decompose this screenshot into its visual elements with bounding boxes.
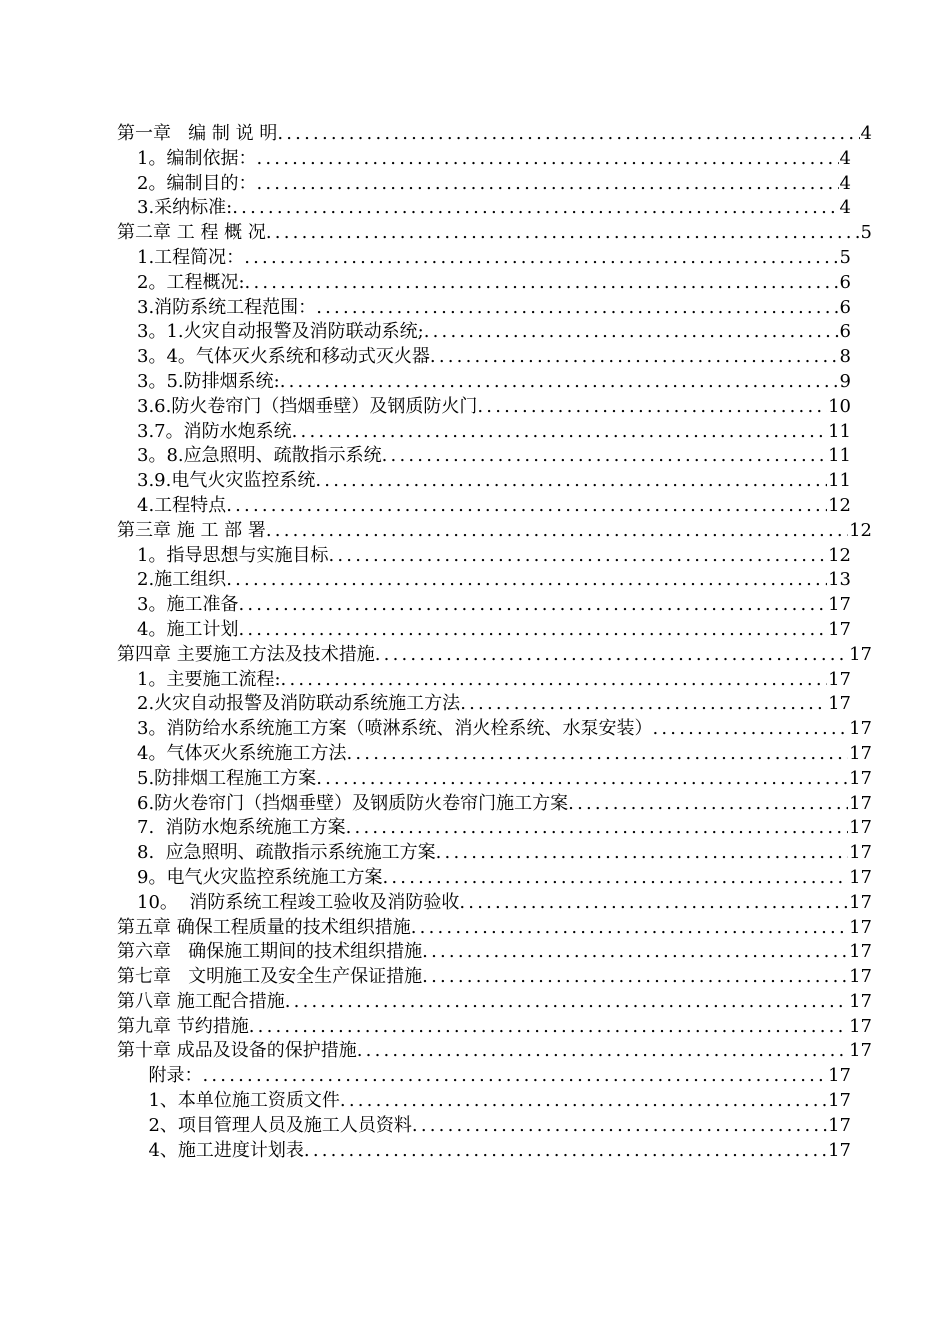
- toc-dot-leader: [281, 668, 828, 693]
- toc-row: [0, 916, 950, 941]
- toc-entry-title: 3。5.防排烟系统:: [137, 370, 280, 392]
- toc-dot-leader: [244, 246, 838, 271]
- toc-entry-title: 3。施工准备: [137, 594, 239, 616]
- toc-page-number: 17: [849, 941, 872, 963]
- toc-page-number: 17: [828, 693, 851, 715]
- toc-section-entry[interactable]: [137, 1139, 851, 1164]
- toc-dot-leader: [340, 1089, 827, 1114]
- toc-dot-leader: [316, 296, 838, 321]
- toc-section-entry[interactable]: [137, 544, 851, 569]
- toc-page-number: 11: [828, 445, 851, 467]
- toc-section-entry[interactable]: [137, 1064, 851, 1089]
- toc-dot-leader: [477, 395, 827, 420]
- toc-section-entry[interactable]: [137, 618, 851, 643]
- toc-row: [0, 1064, 950, 1089]
- toc-dot-leader: [382, 866, 848, 891]
- toc-row: [0, 1114, 950, 1139]
- toc-row: [0, 320, 950, 345]
- toc-page-number: 17: [828, 1114, 851, 1136]
- toc-entry-title: 4、施工进度计划表: [137, 1139, 304, 1161]
- toc-row: [0, 816, 950, 841]
- toc-dot-leader: [652, 717, 848, 742]
- toc-section-entry[interactable]: [137, 246, 851, 271]
- toc-dot-leader: [238, 618, 827, 643]
- toc-entry-title: 4。施工计划: [137, 618, 239, 640]
- toc-entry-title: 6.防火卷帘门（挡烟垂壁）及钢质防火卷帘门施工方案: [137, 792, 569, 814]
- toc-section-entry[interactable]: [137, 196, 851, 221]
- toc-page-number: 17: [849, 916, 872, 938]
- toc-section-entry[interactable]: [137, 345, 851, 370]
- toc-row: [0, 172, 950, 197]
- toc-section-entry[interactable]: [137, 469, 851, 494]
- toc-row: [0, 792, 950, 817]
- toc-row: [0, 891, 950, 916]
- toc-chapter-entry[interactable]: [117, 990, 872, 1015]
- toc-section-entry[interactable]: [137, 891, 872, 916]
- toc-dot-leader: [422, 940, 848, 965]
- toc-page-number: 13: [828, 569, 851, 591]
- toc-dot-leader: [430, 345, 839, 370]
- toc-page-number: 11: [828, 470, 851, 492]
- toc-page-number: 12: [828, 494, 851, 516]
- toc-section-entry[interactable]: [137, 172, 851, 197]
- toc-dot-leader: [346, 742, 848, 767]
- toc-page-number: 4: [860, 123, 872, 144]
- toc-entry-title: 1。指导思想与实施目标: [137, 544, 329, 566]
- toc-section-entry[interactable]: [137, 742, 872, 767]
- toc-dot-leader: [568, 792, 848, 817]
- toc-chapter-entry[interactable]: [117, 916, 872, 941]
- toc-page-number: 17: [828, 1090, 851, 1112]
- toc-row: [0, 866, 950, 891]
- toc-entry-title: 3.6.防火卷帘门（挡烟垂壁）及钢质防火门: [137, 395, 478, 417]
- toc-section-entry[interactable]: [137, 296, 851, 321]
- toc-dot-leader: [436, 841, 848, 866]
- toc-page-number: 17: [849, 866, 872, 888]
- toc-dot-leader: [315, 469, 827, 494]
- toc-entry-title: 5.防排烟工程施工方案: [137, 767, 317, 789]
- toc-page-number: 17: [849, 966, 872, 988]
- toc-row: [0, 271, 950, 296]
- toc-entry-title: 附录：: [137, 1065, 203, 1087]
- toc-section-entry[interactable]: [137, 593, 851, 618]
- toc-entry-title: 7. 消防水炮系统施工方案: [137, 817, 346, 839]
- toc-page-number: 17: [849, 990, 872, 1012]
- toc-page-number: 9: [839, 370, 851, 392]
- toc-entry-title: 10。 消防系统工程竣工验收及消防验收: [137, 891, 460, 913]
- toc-entry-title: 3.7。消防水炮系统: [137, 420, 292, 442]
- toc-entry-title: 8. 应急照明、疏散指示系统施工方案: [137, 842, 436, 864]
- toc-entry-title: 1、本单位施工资质文件: [137, 1090, 340, 1112]
- toc-dot-leader: [226, 568, 827, 593]
- toc-section-entry[interactable]: [137, 767, 872, 792]
- toc-page-number: 17: [828, 668, 851, 690]
- toc-entry-title: 9。电气火灾监控系统施工方案: [137, 866, 383, 888]
- toc-row: [0, 519, 950, 544]
- toc-entry-title: 3。1.火灾自动报警及消防联动系统;: [137, 321, 424, 343]
- toc-row: [0, 345, 950, 370]
- toc-entry-title: 3.采纳标准:: [137, 197, 233, 219]
- toc-page-number: 17: [849, 742, 872, 764]
- toc-page-number: 4: [839, 172, 851, 194]
- toc-row: [0, 1089, 950, 1114]
- toc-row: [0, 296, 950, 321]
- toc-page-number: 17: [849, 767, 872, 789]
- toc-row: [0, 196, 950, 221]
- toc-page-number: 17: [849, 817, 872, 839]
- toc-page-number: 17: [849, 718, 872, 740]
- toc-row: [0, 990, 950, 1015]
- toc-entry-title: 第三章 施 工 部 署: [117, 519, 266, 541]
- toc-page-number: 17: [849, 643, 872, 665]
- toc-row: [0, 767, 950, 792]
- toc-entry-title: 1。主要施工流程:: [137, 668, 281, 690]
- toc-entry-title: 第五章 确保工程质量的技术组织措施: [117, 916, 411, 938]
- toc-section-entry[interactable]: [137, 420, 851, 445]
- toc-entry-title: 2。编制目的：: [137, 172, 257, 194]
- toc-entry-title: 第六章 确保施工期间的技术组织措施: [117, 941, 423, 963]
- toc-page-number: 17: [849, 891, 872, 913]
- toc-page-number: 17: [828, 1065, 851, 1087]
- toc-dot-leader: [280, 370, 839, 395]
- toc-row: [0, 692, 950, 717]
- toc-entry-title: 第七章 文明施工及安全生产保证措施: [117, 966, 423, 988]
- toc-entry-title: 第九章 节约措施: [117, 1015, 249, 1037]
- toc-page-number: 17: [849, 1040, 872, 1062]
- toc-page-number: 8: [839, 346, 851, 368]
- toc-page-number: 10: [828, 395, 851, 417]
- toc-row: [0, 841, 950, 866]
- toc-dot-leader: [412, 1114, 827, 1139]
- toc-entry-title: 1.工程简况：: [137, 246, 245, 268]
- toc-row: [0, 420, 950, 445]
- toc-page-number: 12: [849, 519, 872, 541]
- toc-row: [0, 494, 950, 519]
- toc-dot-leader: [424, 320, 839, 345]
- toc-dot-leader: [226, 494, 827, 519]
- toc-row: [0, 147, 950, 172]
- toc-entry-title: 4.工程特点: [137, 494, 227, 516]
- toc-row: [0, 568, 950, 593]
- toc-row: [0, 246, 950, 271]
- toc-section-entry[interactable]: [137, 271, 851, 296]
- toc-page-number: 12: [828, 544, 851, 566]
- toc-chapter-entry[interactable]: [117, 965, 872, 990]
- toc-row: [0, 221, 950, 246]
- toc-chapter-entry[interactable]: [117, 519, 872, 544]
- toc-dot-leader: [357, 1039, 848, 1064]
- toc-dot-leader: [382, 444, 827, 469]
- toc-section-entry[interactable]: [137, 717, 872, 742]
- toc-entry-title: 第四章 主要施工方法及技术措施: [117, 643, 375, 665]
- toc-dot-leader: [256, 147, 838, 172]
- toc-row: [0, 717, 950, 742]
- toc-section-entry[interactable]: [137, 841, 872, 866]
- toc-dot-leader: [459, 891, 848, 916]
- toc-entry-title: 第一章 编 制 说 明: [117, 123, 278, 144]
- toc-entry-title: 3.消防系统工程范围：: [137, 296, 317, 318]
- toc-chapter-entry[interactable]: [117, 1039, 872, 1064]
- toc-dot-leader: [266, 221, 860, 246]
- toc-entry-title: 2.火灾自动报警及消防联动系统施工方法: [137, 693, 461, 715]
- toc-section-entry[interactable]: [137, 866, 872, 891]
- toc-entry-title: 3。8.应急照明、疏散指示系统: [137, 445, 382, 467]
- toc-dot-leader: [232, 196, 838, 221]
- toc-page-number: 17: [828, 1139, 851, 1161]
- toc-row: [0, 395, 950, 420]
- toc-page-number: 11: [828, 420, 851, 442]
- toc-row: [0, 1039, 950, 1064]
- toc-entry-title: 3。4。气体灭火系统和移动式灭火器: [137, 346, 430, 368]
- toc-page-number: 4: [839, 147, 851, 169]
- toc-section-entry[interactable]: [137, 1089, 851, 1114]
- toc-row: [0, 940, 950, 965]
- toc-entry-title: 3.9.电气火灾监控系统: [137, 470, 316, 492]
- toc-dot-leader: [245, 271, 839, 296]
- toc-dot-leader: [346, 816, 848, 841]
- toc-row: [0, 593, 950, 618]
- toc-page-number: 6: [839, 271, 851, 293]
- toc-dot-leader: [316, 767, 848, 792]
- toc-page-number: 17: [828, 594, 851, 616]
- toc-section-entry[interactable]: [137, 816, 872, 841]
- toc-row: [0, 1015, 950, 1040]
- toc-row: [0, 469, 950, 494]
- toc-section-entry[interactable]: [137, 370, 851, 395]
- toc-section-entry[interactable]: [137, 494, 851, 519]
- toc-row: [0, 370, 950, 395]
- toc-dot-leader: [238, 593, 827, 618]
- toc-entry-title: 2。工程概况:: [137, 271, 245, 293]
- toc-dot-leader: [277, 122, 859, 147]
- toc-page-number: 17: [828, 618, 851, 640]
- toc-chapter-entry[interactable]: [117, 643, 872, 668]
- toc-section-entry[interactable]: [137, 147, 851, 172]
- toc-entry-title: 3。消防给水系统施工方案（喷淋系统、消火栓系统、水泵安装）: [137, 718, 653, 740]
- toc-dot-leader: [422, 965, 848, 990]
- toc-chapter-entry[interactable]: [117, 221, 872, 246]
- toc-section-entry[interactable]: [137, 444, 851, 469]
- toc-page-number: 17: [849, 792, 872, 814]
- toc-chapter-entry[interactable]: [117, 122, 872, 147]
- toc-row: [0, 444, 950, 469]
- toc-dot-leader: [328, 544, 827, 569]
- table-of-contents: [0, 122, 950, 1163]
- toc-dot-leader: [256, 172, 838, 197]
- toc-dot-leader: [266, 519, 848, 544]
- toc-page-number: 5: [839, 246, 851, 268]
- toc-row: [0, 742, 950, 767]
- toc-section-entry[interactable]: [137, 320, 851, 345]
- toc-dot-leader: [202, 1064, 827, 1089]
- toc-row: [0, 965, 950, 990]
- toc-entry-title: 2、项目管理人员及施工人员资料: [137, 1114, 412, 1136]
- toc-row: [0, 122, 950, 147]
- toc-page-number: 4: [839, 197, 851, 219]
- toc-entry-title: 4。气体灭火系统施工方法: [137, 742, 347, 764]
- toc-row: [0, 643, 950, 668]
- toc-section-entry[interactable]: [137, 668, 851, 693]
- toc-entry-title: 1。编制依据：: [137, 147, 257, 169]
- toc-dot-leader: [249, 1015, 848, 1040]
- toc-entry-title: 第八章 施工配合措施: [117, 990, 285, 1012]
- toc-page-number: 6: [839, 321, 851, 343]
- toc-section-entry[interactable]: [137, 395, 851, 420]
- toc-row: [0, 544, 950, 569]
- toc-row: [0, 668, 950, 693]
- toc-entry-title: 第二章 工 程 概 况: [117, 222, 266, 244]
- toc-dot-leader: [285, 990, 848, 1015]
- toc-section-entry[interactable]: [137, 568, 851, 593]
- toc-dot-leader: [304, 1139, 827, 1164]
- toc-page-number: 6: [839, 296, 851, 318]
- toc-row: [0, 1139, 950, 1164]
- toc-page-number: 17: [849, 842, 872, 864]
- toc-page-number: 5: [860, 222, 872, 244]
- toc-page-number: 17: [849, 1015, 872, 1037]
- toc-row: [0, 618, 950, 643]
- toc-entry-title: 2.施工组织: [137, 569, 227, 591]
- toc-entry-title: 第十章 成品及设备的保护措施: [117, 1040, 357, 1062]
- toc-dot-leader: [411, 916, 848, 941]
- toc-section-entry[interactable]: [137, 692, 851, 717]
- toc-chapter-entry[interactable]: [117, 1015, 872, 1040]
- toc-dot-leader: [375, 643, 848, 668]
- toc-section-entry[interactable]: [137, 792, 872, 817]
- toc-dot-leader: [292, 420, 827, 445]
- toc-section-entry[interactable]: [137, 1114, 851, 1139]
- toc-chapter-entry[interactable]: [117, 940, 872, 965]
- toc-dot-leader: [460, 692, 827, 717]
